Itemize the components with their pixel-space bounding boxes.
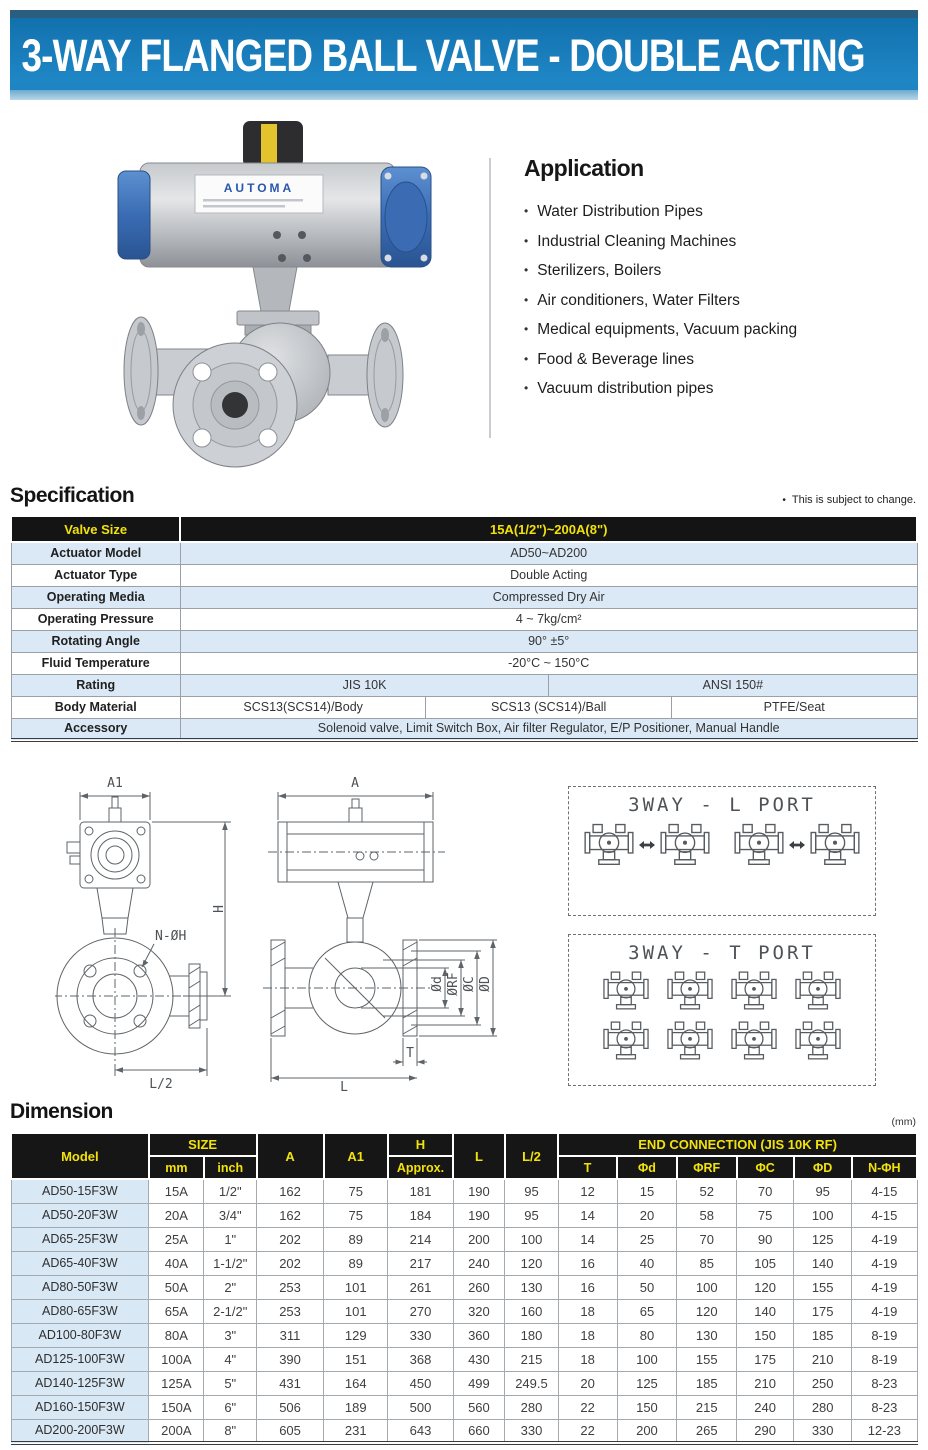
spec-row-value: Double Acting	[180, 564, 917, 586]
dimension-cell: 89	[324, 1251, 388, 1275]
dimension-table-row	[11, 1203, 917, 1227]
dimension-cell: 2"	[204, 1275, 257, 1299]
dimension-table-row	[11, 1347, 917, 1371]
col-header-a1: A1	[324, 1133, 388, 1179]
dimension-cell: 260	[453, 1275, 505, 1299]
dimension-cell: 3/4"	[204, 1203, 257, 1227]
col-header-phi-d-small: Φd	[617, 1156, 677, 1179]
dimension-cell: 8"	[204, 1419, 257, 1443]
dimension-cell: 200	[617, 1419, 677, 1443]
specification-heading: Specification	[10, 484, 135, 507]
dimension-cell: 200	[453, 1227, 505, 1251]
dimension-cell: 181	[388, 1179, 453, 1203]
dimension-cell: 4-19	[852, 1275, 917, 1299]
dimension-cell: 8-19	[852, 1323, 917, 1347]
model-cell: AD100-80F3W	[11, 1323, 149, 1347]
spec-row-value: AD50~AD200	[180, 542, 917, 564]
specification-section	[10, 484, 918, 742]
spec-row-value: SCS13 (SCS14)/Ball	[426, 696, 672, 718]
note-bullet-icon: •	[782, 495, 786, 506]
dim-label-t: T	[406, 1046, 414, 1061]
spec-row-value: JIS 10K	[180, 674, 548, 696]
application-item-text: Food & Beverage lines	[537, 350, 695, 368]
dimension-cell: 560	[453, 1395, 505, 1419]
dimension-cell: 430	[453, 1347, 505, 1371]
product-photo	[85, 115, 480, 475]
col-header-a: A	[257, 1133, 324, 1179]
dimension-cell: 160	[505, 1299, 558, 1323]
valve-schematic-icon	[666, 970, 714, 1012]
model-cell: AD160-150F3W	[11, 1395, 149, 1419]
dimension-cell: 4-19	[852, 1251, 917, 1275]
valve-body-illustration	[124, 267, 403, 467]
dimension-cell: 20	[617, 1203, 677, 1227]
dimension-cell: 25	[617, 1227, 677, 1251]
double-arrow-icon	[638, 840, 656, 850]
col-header-phi-c: ΦC	[737, 1156, 794, 1179]
dimension-cell: 100A	[149, 1347, 204, 1371]
spec-table-row	[11, 564, 917, 586]
col-header-mm: mm	[149, 1156, 204, 1179]
page-banner	[10, 10, 918, 100]
spec-row-label: Rating	[11, 674, 180, 696]
model-cell: AD50-15F3W	[11, 1179, 149, 1203]
t-port-title: 3WAY - T PORT	[628, 942, 816, 964]
dimension-cell: 280	[794, 1395, 852, 1419]
dimension-cell: 18	[558, 1323, 617, 1347]
dimension-cell: 12-23	[852, 1419, 917, 1443]
dimension-cell: 164	[324, 1371, 388, 1395]
dimension-cell: 40	[617, 1251, 677, 1275]
valve-schematic-icon	[794, 970, 842, 1012]
dimension-cell: 52	[677, 1179, 737, 1203]
side-view-drawing	[263, 770, 508, 1092]
dimension-cell: 95	[794, 1179, 852, 1203]
dimension-cell: 3"	[204, 1323, 257, 1347]
dimension-cell: 18	[558, 1347, 617, 1371]
dimension-cell: 140	[794, 1251, 852, 1275]
dimension-cell: 253	[257, 1275, 324, 1299]
dimension-cell: 200A	[149, 1419, 204, 1443]
model-cell: AD65-25F3W	[11, 1227, 149, 1251]
dimension-cell: 190	[453, 1203, 505, 1227]
dimension-cell: 16	[558, 1275, 617, 1299]
dimension-cell: 150	[617, 1395, 677, 1419]
dimension-cell: 240	[737, 1395, 794, 1419]
spec-row-value: SCS13(SCS14)/Body	[180, 696, 426, 718]
dimension-cell: 431	[257, 1371, 324, 1395]
dimension-cell: 130	[505, 1275, 558, 1299]
dimension-cell: 175	[794, 1299, 852, 1323]
valve-schematic-icon	[730, 970, 778, 1012]
bullet-icon: •	[524, 381, 529, 395]
dimension-table-body	[11, 1179, 917, 1443]
application-item	[524, 256, 919, 286]
col-header-h: H	[388, 1133, 453, 1156]
dimension-cell: 101	[324, 1299, 388, 1323]
dimension-cell: 20	[558, 1371, 617, 1395]
dimension-cell: 8-23	[852, 1371, 917, 1395]
dimension-cell: 217	[388, 1251, 453, 1275]
dimension-cell: 311	[257, 1323, 324, 1347]
dimension-cell: 180	[505, 1323, 558, 1347]
dim-label-l: L	[340, 1080, 348, 1092]
dimension-cell: 15	[617, 1179, 677, 1203]
col-header-end-connection: END CONNECTION (JIS 10K RF)	[558, 1133, 917, 1156]
dimension-cell: 150	[737, 1323, 794, 1347]
col-header-size: SIZE	[149, 1133, 257, 1156]
page-title: 3-WAY FLANGED BALL VALVE - DOUBLE ACTING	[21, 30, 865, 81]
application-list	[524, 197, 919, 404]
application-item	[524, 286, 919, 316]
application-item-text: Water Distribution Pipes	[537, 203, 703, 220]
dimension-cell: 185	[794, 1323, 852, 1347]
dimension-cell: 202	[257, 1227, 324, 1251]
dimension-cell: 450	[388, 1371, 453, 1395]
spec-table-row	[11, 586, 917, 608]
model-cell: AD140-125F3W	[11, 1371, 149, 1395]
dimension-cell: 265	[677, 1419, 737, 1443]
bullet-icon: •	[524, 351, 529, 366]
dimension-cell: 120	[677, 1299, 737, 1323]
spec-row-label: Accessory	[11, 718, 180, 740]
dimension-cell: 80	[617, 1323, 677, 1347]
application-item-text: Sterilizers, Boilers	[537, 262, 662, 279]
spec-row-label: Operating Media	[11, 586, 180, 608]
specification-table	[10, 515, 918, 742]
bullet-icon: •	[524, 204, 529, 218]
dimension-cell: 215	[505, 1347, 558, 1371]
valve-schematic-icon	[602, 970, 650, 1012]
dimension-cell: 250	[794, 1371, 852, 1395]
dimension-cell: 280	[505, 1395, 558, 1419]
col-header-phi-rf: ΦRF	[677, 1156, 737, 1179]
dim-label-a: A	[351, 776, 359, 791]
dimension-cell: 125	[617, 1371, 677, 1395]
col-header-inch: inch	[204, 1156, 257, 1179]
dimension-cell: 4-15	[852, 1179, 917, 1203]
dimension-unit: (mm)	[891, 1116, 916, 1128]
dimension-cell: 162	[257, 1203, 324, 1227]
dimension-cell: 70	[737, 1179, 794, 1203]
double-arrow-icon	[788, 840, 806, 850]
dimension-cell: 15A	[149, 1179, 204, 1203]
dimension-cell: 253	[257, 1299, 324, 1323]
valve-schematic-icon	[794, 1020, 842, 1062]
dimension-table-row	[11, 1395, 917, 1419]
dimension-cell: 129	[324, 1323, 388, 1347]
dimension-cell: 4-15	[852, 1203, 917, 1227]
dimension-cell: 1"	[204, 1227, 257, 1251]
dimension-cell: 500	[388, 1395, 453, 1419]
dimension-cell: 330	[794, 1419, 852, 1443]
model-cell: AD80-65F3W	[11, 1299, 149, 1323]
spec-table-row	[11, 718, 917, 740]
spec-table-row	[11, 696, 917, 718]
dimension-cell: 105	[737, 1251, 794, 1275]
spec-table-row	[11, 542, 917, 564]
spec-row-label: Actuator Model	[11, 542, 180, 564]
dimension-table-row	[11, 1179, 917, 1203]
model-cell: AD200-200F3W	[11, 1419, 149, 1443]
application-item	[524, 197, 919, 227]
valve-schematic-icon	[734, 822, 784, 868]
dimension-cell: 90	[737, 1227, 794, 1251]
dimension-cell: 16	[558, 1251, 617, 1275]
bullet-icon: •	[524, 322, 529, 336]
dimension-cell: 95	[505, 1203, 558, 1227]
spec-row-value: 90° ±5°	[180, 630, 917, 652]
dim-label-n-oh: N-ØH	[155, 929, 187, 944]
col-header-l2: L/2	[505, 1133, 558, 1179]
dimension-cell: 22	[558, 1395, 617, 1419]
dimension-cell: 189	[324, 1395, 388, 1419]
dimension-cell: 8-23	[852, 1395, 917, 1419]
photo-application-divider	[489, 158, 491, 438]
dimension-cell: 202	[257, 1251, 324, 1275]
spec-row-label: Valve Size	[11, 516, 180, 542]
dimension-cell: 270	[388, 1299, 453, 1323]
application-item	[524, 345, 919, 375]
dim-label-od: ØD	[478, 976, 493, 992]
col-header-l: L	[453, 1133, 505, 1179]
col-header-model: Model	[11, 1133, 149, 1179]
spec-table-header-row	[11, 516, 917, 542]
dimension-table-row	[11, 1275, 917, 1299]
dimension-cell: 65	[617, 1299, 677, 1323]
spec-row-value: ANSI 150#	[549, 674, 917, 696]
dimension-cell: 40A	[149, 1251, 204, 1275]
dimension-table-row	[11, 1323, 917, 1347]
dimension-cell: 1/2"	[204, 1179, 257, 1203]
dimension-cell: 210	[794, 1347, 852, 1371]
spec-row-label: Operating Pressure	[11, 608, 180, 630]
dimension-table-head	[11, 1133, 917, 1179]
dimension-cell: 150A	[149, 1395, 204, 1419]
application-item-text: Medical equipments, Vacuum packing	[537, 321, 798, 338]
dimension-cell: 8-19	[852, 1347, 917, 1371]
dimension-cell: 12	[558, 1179, 617, 1203]
dimension-cell: 155	[677, 1347, 737, 1371]
application-section	[524, 155, 919, 404]
dimension-heading: Dimension	[10, 1100, 113, 1123]
bullet-icon: •	[524, 263, 529, 277]
model-cell: AD65-40F3W	[11, 1251, 149, 1275]
dimension-cell: 50A	[149, 1275, 204, 1299]
dimension-table-row	[11, 1227, 917, 1251]
dimension-cell: 390	[257, 1347, 324, 1371]
spec-row-label: Actuator Type	[11, 564, 180, 586]
dimension-cell: 2-1/2"	[204, 1299, 257, 1323]
specification-note: • This is subject to change.	[782, 494, 916, 506]
dimension-cell: 240	[453, 1251, 505, 1275]
dimension-cell: 125	[794, 1227, 852, 1251]
dimension-cell: 151	[324, 1347, 388, 1371]
col-header-t: T	[558, 1156, 617, 1179]
dimension-cell: 499	[453, 1371, 505, 1395]
dimension-cell: 215	[677, 1395, 737, 1419]
dimension-cell: 185	[677, 1371, 737, 1395]
spec-row-value: -20°C ~ 150°C	[180, 652, 917, 674]
model-cell: AD125-100F3W	[11, 1347, 149, 1371]
brand-label: AUTOMA	[223, 181, 295, 195]
spec-row-value: PTFE/Seat	[671, 696, 917, 718]
dimension-cell: 190	[453, 1179, 505, 1203]
dimension-cell: 368	[388, 1347, 453, 1371]
dimension-cell: 65A	[149, 1299, 204, 1323]
dimension-cell: 210	[737, 1371, 794, 1395]
dimension-cell: 4-19	[852, 1227, 917, 1251]
dimension-cell: 162	[257, 1179, 324, 1203]
dimension-cell: 155	[794, 1275, 852, 1299]
dimension-cell: 140	[737, 1299, 794, 1323]
valve-schematic-icon	[810, 822, 860, 868]
dimension-section	[10, 1100, 918, 1445]
t-port-glyphs-row2	[569, 1020, 875, 1062]
dimension-cell: 14	[558, 1227, 617, 1251]
dim-label-orf: ØRF	[446, 972, 461, 996]
dimension-cell: 643	[388, 1419, 453, 1443]
spec-table-row	[11, 652, 917, 674]
dim-label-od-small: Ød	[430, 976, 445, 992]
application-item	[524, 374, 919, 404]
valve-schematic-icon	[730, 1020, 778, 1062]
dimension-cell: 249.5	[505, 1371, 558, 1395]
dimension-cell: 125A	[149, 1371, 204, 1395]
dimension-table-row	[11, 1251, 917, 1275]
dimension-cell: 231	[324, 1419, 388, 1443]
dimension-cell: 100	[505, 1227, 558, 1251]
dimension-cell: 70	[677, 1227, 737, 1251]
l-port-title: 3WAY - L PORT	[628, 794, 816, 816]
dimension-cell: 75	[324, 1179, 388, 1203]
valve-schematic-icon	[602, 1020, 650, 1062]
dimension-cell: 25A	[149, 1227, 204, 1251]
l-port-box	[568, 786, 876, 916]
dimension-cell: 101	[324, 1275, 388, 1299]
spec-table-row	[11, 630, 917, 652]
dim-label-a1: A1	[107, 776, 123, 791]
actuator-illustration	[118, 121, 431, 267]
spec-row-label: Rotating Angle	[11, 630, 180, 652]
dimension-cell: 75	[324, 1203, 388, 1227]
dimension-cell: 75	[737, 1203, 794, 1227]
spec-table-body	[11, 516, 917, 740]
dimension-cell: 80A	[149, 1323, 204, 1347]
dim-label-h: H	[212, 905, 227, 913]
dimension-cell: 5"	[204, 1371, 257, 1395]
dimension-cell: 100	[617, 1347, 677, 1371]
front-view-drawing	[55, 770, 255, 1092]
dimension-cell: 58	[677, 1203, 737, 1227]
dimension-cell: 1-1/2"	[204, 1251, 257, 1275]
dimension-cell: 506	[257, 1395, 324, 1419]
model-cell: AD50-20F3W	[11, 1203, 149, 1227]
dimension-cell: 4"	[204, 1347, 257, 1371]
dimension-cell: 261	[388, 1275, 453, 1299]
spec-row-value: 4 ~ 7kg/cm²	[180, 608, 917, 630]
dimension-cell: 605	[257, 1419, 324, 1443]
dimension-cell: 85	[677, 1251, 737, 1275]
application-item	[524, 315, 919, 345]
dimension-cell: 360	[453, 1323, 505, 1347]
dimension-cell: 20A	[149, 1203, 204, 1227]
dimension-cell: 130	[677, 1323, 737, 1347]
valve-schematic-icon	[660, 822, 710, 868]
dimension-cell: 22	[558, 1419, 617, 1443]
valve-schematic-icon	[666, 1020, 714, 1062]
valve-schematic-icon	[584, 822, 634, 868]
dimension-cell: 4-19	[852, 1299, 917, 1323]
dimension-cell: 184	[388, 1203, 453, 1227]
application-heading: Application	[524, 155, 644, 181]
dimension-cell: 330	[505, 1419, 558, 1443]
dimension-cell: 660	[453, 1419, 505, 1443]
application-item-text: Air conditioners, Water Filters	[537, 291, 740, 309]
spec-row-label: Fluid Temperature	[11, 652, 180, 674]
dimension-cell: 290	[737, 1419, 794, 1443]
dimension-cell: 214	[388, 1227, 453, 1251]
model-cell: AD80-50F3W	[11, 1275, 149, 1299]
application-item	[524, 227, 919, 257]
dimension-cell: 100	[677, 1275, 737, 1299]
dimension-cell: 89	[324, 1227, 388, 1251]
spec-row-value: Solenoid valve, Limit Switch Box, Air filter Regulator, E/P Positioner, Manual Handle	[180, 718, 917, 740]
dimension-cell: 6"	[204, 1395, 257, 1419]
spec-table-row	[11, 674, 917, 696]
dimension-cell: 120	[505, 1251, 558, 1275]
dimension-cell: 95	[505, 1179, 558, 1203]
dimension-table-row	[11, 1371, 917, 1395]
bullet-icon: •	[524, 233, 529, 248]
dimension-table-row	[11, 1299, 917, 1323]
spec-row-label: Body Material	[11, 696, 180, 718]
dimension-cell: 50	[617, 1275, 677, 1299]
dimension-cell: 120	[737, 1275, 794, 1299]
spec-row-value: 15A(1/2")~200A(8")	[180, 516, 917, 542]
col-header-phi-d: ΦD	[794, 1156, 852, 1179]
dimension-cell: 14	[558, 1203, 617, 1227]
application-item-text: Industrial Cleaning Machines	[537, 232, 737, 250]
application-item-text: Vacuum distribution pipes	[537, 380, 714, 397]
l-port-glyphs	[569, 822, 875, 868]
dimension-cell: 330	[388, 1323, 453, 1347]
dimension-table	[10, 1132, 918, 1445]
dimension-table-row	[11, 1419, 917, 1443]
dimension-cell: 18	[558, 1299, 617, 1323]
t-port-glyphs-row1	[569, 970, 875, 1012]
t-port-box	[568, 934, 876, 1086]
dim-label-oc: ØC	[462, 976, 477, 992]
dimension-cell: 100	[794, 1203, 852, 1227]
spec-table-row	[11, 608, 917, 630]
spec-row-value: Compressed Dry Air	[180, 586, 917, 608]
bullet-icon: •	[524, 292, 529, 307]
col-header-n-phi-h: N-ΦH	[852, 1156, 917, 1179]
col-header-approx: Approx.	[388, 1156, 453, 1179]
dimension-cell: 320	[453, 1299, 505, 1323]
dimension-cell: 175	[737, 1347, 794, 1371]
dim-label-l2: L/2	[149, 1077, 173, 1092]
